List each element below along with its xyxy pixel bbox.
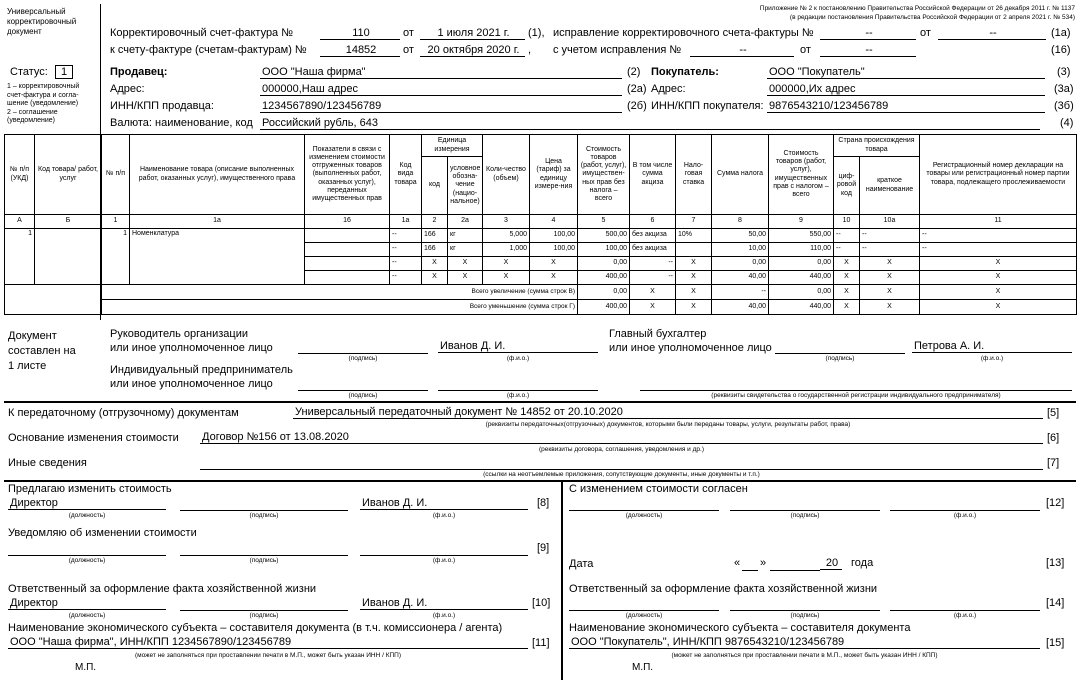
caption: (ф.и.о.) [432, 512, 456, 519]
caption: (подпись) [249, 557, 279, 564]
entity-label-left: Наименование экономического субъекта – составителя документа (в т.ч. комиссионера / агента) [8, 622, 503, 634]
caption: (реквизиты договора, соглашения, уведомления и др.) [539, 446, 704, 453]
total-increase-label: Всего увеличение (сумма строк В) [102, 285, 578, 300]
entity-right: ООО "Покупатель", ИНН/КПП 9876543210/123456789 [569, 636, 1040, 649]
col-header: условное обозна-чение (нацио-нальное) [448, 157, 483, 215]
head-label [110, 327, 273, 355]
caption: (ф.и.о.) [953, 612, 977, 619]
other-label: Иные сведения [8, 457, 87, 469]
ip-label-line: Индивидуальный предприниматель [110, 364, 293, 376]
caption: (подпись) [348, 355, 378, 362]
doc-pages-line: 1 листе [8, 360, 47, 372]
column-number: 11 [920, 215, 1077, 229]
to-invoice-date: 20 октября 2020 г. [420, 44, 525, 57]
ip-label-line: или иное уполномоченное лицо [110, 378, 273, 390]
cell: X [834, 271, 860, 285]
cell: X [530, 257, 578, 271]
cell: X [448, 271, 483, 285]
propose-label: Предлагаю изменить стоимость [8, 483, 172, 495]
quote-close: » [760, 557, 767, 569]
col-header: Нало-говая ставка [676, 135, 712, 215]
column-number: 16 [305, 215, 390, 229]
caption: (ссылки на неотъемлемые приложения, сопутствующие документы, иные документы и т.п.) [483, 471, 760, 478]
column-number: 2 [422, 215, 448, 229]
code-3a: (3а) [1054, 83, 1074, 95]
col-header: Регистрационный номер декларации на товары или регистрационный номер партии товара, подлежащего прослеживаемости [920, 135, 1077, 215]
column-number: 5 [578, 215, 630, 229]
caption: (подпись) [249, 612, 279, 619]
from-label: от [800, 44, 811, 56]
seller-label: Продавец: [110, 66, 168, 78]
agree-label: С изменением стоимости согласен [569, 483, 748, 495]
cell: -- [920, 243, 1077, 257]
col-header: Показатели в связи с изменением стоимости отгруженных товаров (выполненных работ, оказанных услуг), переданных имущественных прав [305, 135, 390, 215]
caption: (может не заполняться при проставлении печати в М.П., может быть указан ИНН / КПП) [671, 652, 938, 659]
buyer-inn-label: ИНН/КПП покупателя: [651, 100, 764, 112]
cell: 400,00 [578, 300, 630, 315]
column-number: А [5, 215, 35, 229]
responsible-label: Ответственный за оформление факта хозяйственной жизни [8, 583, 317, 595]
cell: 10,00 [712, 243, 769, 257]
column-number: 9 [769, 215, 834, 229]
column-number: 6 [630, 215, 676, 229]
buyer-inn: 9876543210/123456789 [767, 100, 1045, 113]
col-header: В том числе сумма акциза [630, 135, 676, 215]
code-10: [10] [532, 597, 551, 609]
code-12: [12] [1046, 497, 1065, 509]
status-note: 2 – соглашение [7, 108, 58, 116]
responsible-label-right: Ответственный за оформление факта хозяйственной жизни [569, 583, 878, 595]
cell: X [920, 285, 1077, 300]
col-header: Код товара/ работ, услуг [35, 135, 102, 215]
cell: -- [712, 285, 769, 300]
product-code [35, 229, 102, 285]
cell: X [422, 271, 448, 285]
total-increase-row [5, 285, 1077, 300]
cell: 40,00 [712, 271, 769, 285]
col-header: код [422, 157, 448, 215]
col-header: Наименование товара (описание выполненных работ, оказанных услуг), имущественного права [130, 135, 305, 215]
seller-inn: 1234567890/123456789 [260, 100, 622, 113]
caption: (должность) [68, 612, 106, 619]
row-number: 1 [5, 229, 35, 285]
caption: (реквизиты свидетельства о государственной регистрации индивидуального предпринимателя) [711, 392, 1001, 399]
code-3b: (3б) [1054, 100, 1074, 112]
buyer-name: ООО "Покупатель" [767, 66, 1045, 79]
caption: (ф.и.о.) [432, 557, 456, 564]
col-header: Стоимость товаров (работ, услуг), имуществен-ных прав без налога – всего [578, 135, 630, 215]
year-suffix: года [851, 557, 874, 569]
cell: 440,00 [769, 300, 834, 315]
cell [305, 229, 390, 243]
cell: X [834, 285, 860, 300]
with-fix-date: -- [820, 44, 916, 57]
cell: -- [860, 229, 920, 243]
cell: -- [390, 271, 422, 285]
doc-title-line: корректировочный [7, 17, 77, 26]
cell: X [860, 285, 920, 300]
code-14: [14] [1046, 597, 1065, 609]
caption: (подпись) [790, 512, 820, 519]
col-header: Коли-чество (объем) [483, 135, 530, 215]
from-label: от [403, 27, 414, 39]
name-2: Иванов Д. И. [360, 597, 528, 610]
col-header: краткое наименование [860, 157, 920, 215]
column-number: 1 [102, 215, 130, 229]
doc-title [7, 7, 76, 37]
cell: X [448, 257, 483, 271]
cell: -- [390, 243, 422, 257]
cell: X [630, 285, 676, 300]
status-value[interactable]: 1 [55, 65, 73, 79]
cell: 166 [422, 229, 448, 243]
caption: (может не заполняться при проставлении печати в М.П., может быть указан ИНН / КПП) [134, 652, 401, 659]
buyer-address: 000000,Их адрес [767, 83, 1045, 96]
row-pp: 1 [102, 229, 130, 285]
cell: -- [630, 271, 676, 285]
status-note: (уведомление) [7, 117, 55, 124]
cell: X [920, 257, 1077, 271]
col-header: Цена (тариф) за единицу измере-ния [530, 135, 578, 215]
column-number: 2а [448, 215, 483, 229]
cell: X [483, 271, 530, 285]
cell: 0,00 [578, 285, 630, 300]
seller-addr-label: Адрес: [110, 83, 145, 95]
column-number: 8 [712, 215, 769, 229]
seller-inn-label: ИНН/КПП продавца: [110, 100, 214, 112]
cell: 440,00 [769, 271, 834, 285]
code-3: (3) [1057, 66, 1071, 78]
cell: 500,00 [578, 229, 630, 243]
basis-label: Основание изменения стоимости [8, 432, 179, 444]
cell: X [676, 271, 712, 285]
cell: 10% [676, 229, 712, 243]
total-decrease-label: Всего уменьшение (сумма строк Г) [102, 300, 578, 315]
caption: (ф.и.о.) [432, 612, 456, 619]
entity-left: ООО "Наша фирма", ИНН/КПП 1234567890/123456789 [8, 636, 528, 649]
code-8: [8] [537, 497, 550, 509]
from-label: от [920, 27, 931, 39]
col-header: Код вида товара [390, 135, 422, 215]
cell: X [530, 271, 578, 285]
status-label: Статус: [10, 66, 48, 78]
cell [676, 243, 712, 257]
col-header: № п/п (УКД) [5, 135, 35, 215]
caption: (подпись) [790, 612, 820, 619]
with-fix-number: -- [690, 44, 794, 57]
cell: без акциза [630, 229, 676, 243]
fix-number: -- [820, 27, 916, 40]
product-name: Номенклатура [130, 229, 305, 285]
col-header: Единица измерения [422, 135, 483, 157]
column-number: 3 [483, 215, 530, 229]
cell: 400,00 [578, 271, 630, 285]
column-number: 4 [530, 215, 578, 229]
cell: X [860, 300, 920, 315]
doc-pages [8, 329, 76, 374]
doc-title-line: документ [7, 27, 42, 36]
items-table [4, 134, 1077, 315]
cell: -- [390, 257, 422, 271]
top-note-line: Приложение № 2 к постановлению Правительства Российской Федерации от 26 декабря 2011 г. № 1137 [759, 5, 1075, 12]
status-note: шение (уведомление) [7, 100, 79, 107]
corr-invoice-number: 110 [320, 27, 400, 40]
cell: X [676, 300, 712, 315]
cell: 110,00 [769, 243, 834, 257]
corr-invoice-date: 1 июля 2021 г. [420, 27, 525, 40]
cell: X [483, 257, 530, 271]
code-16: (16) [1051, 44, 1071, 56]
cell: -- [630, 257, 676, 271]
cell: без акциза [630, 243, 676, 257]
cell: X [676, 285, 712, 300]
code-2a: (2а) [627, 83, 647, 95]
cell: X [834, 300, 860, 315]
cell [305, 257, 390, 271]
acc-label-line: или иное уполномоченное лицо [609, 342, 772, 354]
col-header: Стоимость товаров (работ, услуг), имущественных прав с налогом – всего [769, 135, 834, 215]
caption: (должность) [68, 557, 106, 564]
code-1a: (1а) [1051, 27, 1071, 39]
cell: X [676, 257, 712, 271]
accountant-name: Петрова А. И. [912, 340, 1072, 353]
doc-pages-line: Документ [8, 330, 57, 342]
stamp-place: М.П. [75, 662, 97, 673]
transfer-docs-label: К передаточному (отгрузочному) документам [8, 407, 239, 419]
cell: X [630, 300, 676, 315]
code-13: [13] [1046, 557, 1065, 569]
cell [305, 243, 390, 257]
buyer-addr-label: Адрес: [651, 83, 686, 95]
head-label-line: Руководитель организации [110, 328, 249, 340]
cell: 0,00 [578, 257, 630, 271]
notify-label: Уведомляю об изменении стоимости [8, 527, 197, 539]
fix-label: исправление корректировочного счета-фактуры № [553, 27, 814, 39]
transfer-docs-value: Универсальный передаточный документ № 14852 от 20.10.2020 [293, 406, 1043, 419]
cell: 0,00 [769, 257, 834, 271]
code-4: (4) [1060, 117, 1074, 129]
cell: 100,00 [578, 243, 630, 257]
acc-label-line: Главный бухгалтер [609, 328, 707, 340]
code-2: (2) [627, 66, 641, 78]
to-invoice-label: к счету-фактуре (счетам-фактурам) № [110, 44, 307, 56]
col-header: циф-ровой код [834, 157, 860, 215]
status-notes [7, 83, 79, 126]
position-1: Директор [8, 497, 166, 510]
position-2: Директор [8, 597, 166, 610]
cell: 0,00 [769, 285, 834, 300]
cell: кг [448, 243, 483, 257]
name-1: Иванов Д. И. [360, 497, 528, 510]
cell: 100,00 [530, 243, 578, 257]
caption: (подпись) [348, 392, 378, 399]
head-name: Иванов Д. И. [438, 340, 598, 353]
currency-label: Валюта: наименование, код [110, 117, 253, 129]
total-decrease-row [5, 300, 1077, 315]
code-5: [5] [1047, 407, 1060, 419]
code-1: (1), [528, 27, 545, 39]
cell: 0,00 [712, 257, 769, 271]
cell: 50,00 [712, 229, 769, 243]
code-7: [7] [1047, 457, 1060, 469]
accountant-label [609, 327, 772, 355]
code-9: [9] [537, 542, 550, 554]
col-header: № п/п [102, 135, 130, 215]
doc-title-line: Универсальный [7, 7, 66, 16]
cell: -- [860, 243, 920, 257]
column-number: 10 [834, 215, 860, 229]
comma: , [528, 44, 532, 56]
cell: X [920, 271, 1077, 285]
entity-label-right: Наименование экономического субъекта – составителя документа [569, 622, 911, 634]
code-2b: (2б) [627, 100, 647, 112]
column-number: Б [35, 215, 102, 229]
cell: 166 [422, 243, 448, 257]
col-header: Сумма налога [712, 135, 769, 215]
caption: (должность) [68, 512, 106, 519]
date-label: Дата [569, 558, 594, 570]
column-number: 1а [390, 215, 422, 229]
cell: 550,00 [769, 229, 834, 243]
caption: (реквизиты передаточных(отгрузочных) документов, которыми были переданы товары, услуги, результаты работ, права) [485, 421, 851, 428]
cell: 1,000 [483, 243, 530, 257]
cell: -- [390, 229, 422, 243]
seller-name: ООО "Наша фирма" [260, 66, 622, 79]
with-fix-label: с учетом исправления № [553, 44, 682, 56]
status-note: 1 – корректировочный [7, 83, 80, 90]
col-header: Страна происхождения товара [834, 135, 920, 157]
code-15: [15] [1046, 637, 1065, 649]
seller-address: 000000,Наш адрес [260, 83, 622, 96]
doc-pages-line: составлен на [8, 345, 76, 357]
cell: -- [834, 243, 860, 257]
head-label-line: или иное уполномоченное лицо [110, 342, 273, 354]
code-11: [11] [532, 637, 550, 649]
cell: X [860, 271, 920, 285]
currency-value: Российский рубль, 643 [260, 117, 1040, 130]
quote-open: « [734, 557, 741, 569]
cell: 5,000 [483, 229, 530, 243]
cell: X [834, 257, 860, 271]
top-note-line: (в редакции постановления Правительства Российской Федерации от 2 апреля 2021 г. № 534) [789, 14, 1075, 21]
table-row [5, 229, 1077, 243]
caption: (подпись) [825, 355, 855, 362]
status-note: счет-фактура и согла- [7, 91, 79, 99]
caption: (ф.и.о.) [980, 355, 1004, 362]
cell: 100,00 [530, 229, 578, 243]
cell: -- [834, 229, 860, 243]
caption: (подпись) [249, 512, 279, 519]
cell: X [860, 257, 920, 271]
from-label: от [403, 44, 414, 56]
top-note [760, 4, 1075, 22]
column-numbers-row [5, 215, 1077, 229]
code-6: [6] [1047, 432, 1060, 444]
stamp-place: М.П. [632, 662, 654, 673]
cell: 40,00 [712, 300, 769, 315]
cell: -- [920, 229, 1077, 243]
caption: (ф.и.о.) [506, 392, 530, 399]
ip-label [110, 363, 293, 391]
corr-invoice-label: Корректировочный счет-фактура № [110, 27, 294, 39]
caption: (должность) [625, 612, 663, 619]
cell: X [422, 257, 448, 271]
caption: (должность) [625, 512, 663, 519]
caption: (ф.и.о.) [506, 355, 530, 362]
caption: (ф.и.о.) [953, 512, 977, 519]
column-number: 7 [676, 215, 712, 229]
column-number: 1а [130, 215, 305, 229]
fix-date: -- [938, 27, 1046, 40]
column-number: 10а [860, 215, 920, 229]
buyer-label: Покупатель: [651, 66, 719, 78]
cell: X [920, 300, 1077, 315]
basis-value: Договор №156 от 13.08.2020 [200, 431, 1043, 444]
cell [305, 271, 390, 285]
cell: кг [448, 229, 483, 243]
date-year: 20 [820, 557, 842, 570]
to-invoice-number: 14852 [320, 44, 400, 57]
